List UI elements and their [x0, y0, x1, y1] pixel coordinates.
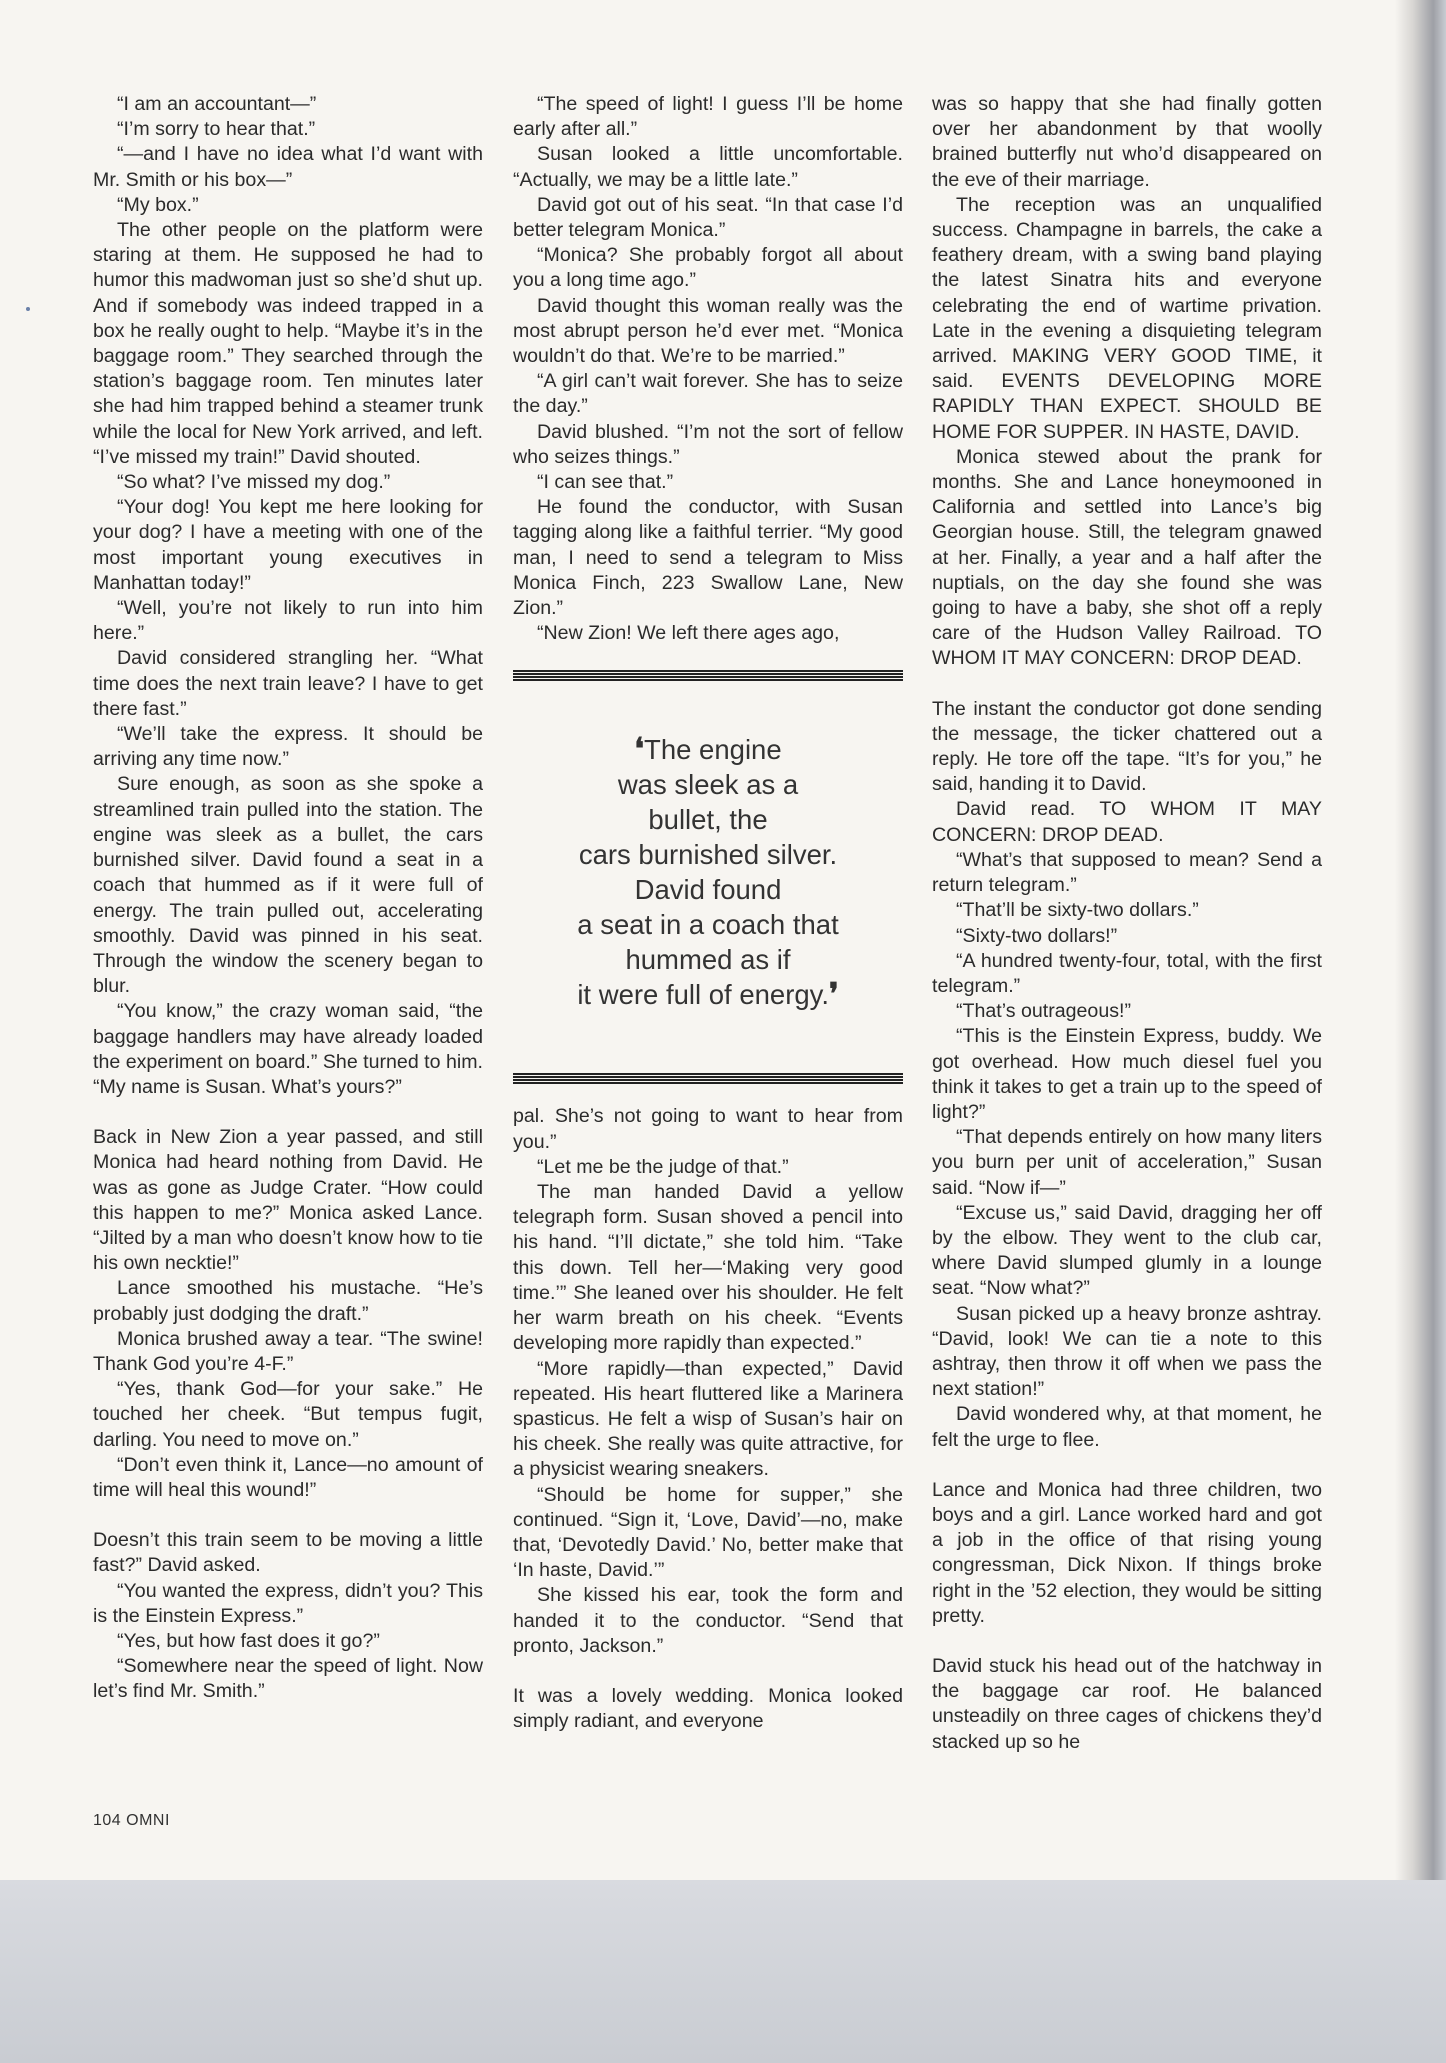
paragraph: Monica stewed about the prank for months. She and Lance honeymooned in California and settled into Lance’s big Georgian house. Still, the telegram gnawed at her. Finally, a year and a half after the nuptials, on the day she found she was going to have a baby, she shot off a reply care of the Hudson Valley Railroad. TO WHOM IT MAY CONCERN: DROP DEAD.: [932, 445, 1322, 670]
paragraph: Susan looked a little uncomfortable. “Actually, we may be a little late.”: [513, 143, 903, 191]
paragraph: David read. TO WHOM IT MAY CONCERN: DROP DEAD.: [932, 798, 1322, 846]
column-1: [93, 92, 483, 1705]
pull-quote-line: The engine: [644, 734, 782, 766]
pull-quote-rule-bottom: [513, 1073, 903, 1084]
column-3: [932, 92, 1322, 1755]
paragraph: “So what? I’ve missed my dog.”: [117, 471, 391, 494]
paragraph: “More rapidly—than expected,” David repeated. His heart fluttered like a Marinera spasticus. He felt a wisp of Susan’s hair on his cheek. She really was quite attractive, for a physicist wearing sneakers.: [513, 1357, 903, 1481]
paragraph: “That’s outrageous!”: [956, 1000, 1131, 1023]
paragraph: pal. She’s not going to want to hear from you.”: [513, 1105, 903, 1153]
paragraph: David thought this woman really was the most abrupt person he’d ever met. “Monica wouldn’t do that. We’re to be married.”: [513, 294, 903, 368]
paragraph: “—and I have no idea what I’d want with Mr. Smith or his box—”: [93, 143, 483, 191]
binding-shadow: [1395, 0, 1446, 1880]
paragraph: “Yes, thank God—for your sake.” He touched her cheek. “But tempus fugit, darling. You need to move on.”: [93, 1378, 483, 1451]
pull-quote-line: a seat in a coach that: [577, 909, 839, 941]
magazine-name: OMNI: [126, 1812, 170, 1829]
paragraph: “You know,” the crazy woman said, “the baggage handlers may have already loaded the experiment on board.” She turned to him. “My name is Susan. What’s yours?”: [93, 1000, 483, 1098]
pull-quote-line: was sleek as a: [617, 769, 799, 801]
paragraph: “This is the Einstein Express, buddy. We got overhead. How much diesel fuel you think it takes to get a train up to the speed of light?”: [932, 1025, 1322, 1123]
paragraph: “Your dog! You kept me here looking for your dog? I have a meeting with one of the most important young executives in Manhattan today!”: [93, 496, 483, 594]
paragraph: Sure enough, as soon as she spoke a streamlined train pulled into the station. The engine was sleek as a bullet, the cars burnished silver. David found a seat in a coach that hummed as if it were full of energy. The train pulled out, accelerating smoothly. David was pinned in his seat. Through the window the scenery began to blur.: [93, 773, 483, 998]
paragraph: “I’m sorry to hear that.”: [117, 118, 316, 141]
paragraph: “I am an accountant—”: [117, 93, 317, 115]
pull-quote-line: cars burnished silver.: [578, 839, 838, 871]
paragraph: “Let me be the judge of that.”: [537, 1155, 789, 1178]
open-quote-mark: ❛: [634, 732, 645, 768]
paragraph: “Yes, but how fast does it go?”: [117, 1629, 380, 1652]
section-break-paragraph: Lance and Monica had three children, two boys and a girl. Lance worked hard and got a job in the office of that rising young congressman, Dick Nixon. If things broke right in the ’52 election, they would be sitting pretty.: [932, 1478, 1322, 1627]
section-break-paragraph: Back in New Zion a year passed, and still Monica had heard nothing from David. He was as gone as Judge Crater. “How could this happen to me?” Monica asked Lance. “Jilted by a man who doesn’t know how to tie his own necktie!”: [93, 1126, 483, 1275]
paragraph: David got out of his seat. “In that case I’d better telegram Monica.”: [513, 193, 903, 242]
paragraph: was so happy that she had finally gotten over her abandonment by that woolly brained butterfly nut who’d disappeared on the eve of their marriage.: [932, 93, 1322, 191]
paragraph: “A hundred twenty-four, total, with the first telegram.”: [932, 949, 1322, 997]
paragraph: “That depends entirely on how many liters you burn per unit of acceleration,” Susan said. “Now if—”: [932, 1126, 1322, 1199]
paragraph: The reception was an unqualified success. Champagne in barrels, the cake a feathery dream, with a swing band playing the latest Sinatra hits and everyone celebrating the end of wartime privation. Late in the evening a disquieting telegram arrived. MAKING VERY GOOD TIME, it said. EVENTS DEVELOPING MORE RAPIDLY THAN EXPECT. SHOULD BE HOME FOR SUPPER. IN HASTE, DAVID.: [932, 193, 1322, 443]
paragraph: “Sixty-two dollars!”: [956, 924, 1118, 947]
paragraph: “My box.”: [117, 193, 199, 216]
paragraph: Lance smoothed his mustache. “He’s probably just dodging the draft.”: [93, 1277, 483, 1325]
paragraph: “Excuse us,” said David, dragging her off by the elbow. They went to the club car, where David slumped glumly in a lounge seat. “Now what?”: [932, 1201, 1322, 1300]
paragraph: “Don’t even think it, Lance—no amount of time will heal this wound!”: [93, 1453, 483, 1501]
section-break-paragraph: Doesn’t this train seem to be moving a little fast?” David asked.: [93, 1529, 483, 1577]
paragraph: Monica brushed away a tear. “The swine! Thank God you’re 4-F.”: [93, 1327, 483, 1375]
pull-quote-line: hummed as if: [625, 944, 791, 976]
pull-quote-line: bullet, the: [648, 804, 768, 836]
paragraph: The man handed David a yellow telegraph form. Susan shoved a pencil into his hand. “I’ll dictate,” she told him. “Take this down. Tell her—‘Making very good time.’” She leaned over his shoulder. He felt her warm breath on his cheek. “Events developing more rapidly than expected.”: [513, 1181, 903, 1355]
column-2: [513, 92, 903, 1734]
pull-quote-line: it were full of energy.: [577, 979, 830, 1011]
close-quote-mark: ❜: [829, 977, 839, 1013]
section-break-paragraph: David stuck his head out of the hatchway in the baggage car roof. He balanced unsteadily on three cages of chickens they’d stacked up so he: [932, 1654, 1322, 1753]
paragraph: The other people on the platform were staring at them. He supposed he had to humor this madwoman just so she’d shut up. And if somebody was indeed trapped in a box he really ought to help. “Maybe it’s in the baggage room.” They searched through the station’s baggage room. Ten minutes later she had him trapped behind a steamer trunk while the local for New York arrived, and left. “I’ve missed my train!” David shouted.: [93, 219, 483, 468]
paragraph: Susan picked up a heavy bronze ashtray. “David, look! We can tie a note to this ashtray, then throw it off when we pass the next station!”: [932, 1302, 1322, 1401]
section-break-paragraph: It was a lovely wedding. Monica looked simply radiant, and everyone: [513, 1684, 903, 1733]
paragraph: David blushed. “I’m not the sort of fellow who seizes things.”: [513, 420, 903, 468]
paragraph: “The speed of light! I guess I’ll be home early after all.”: [513, 93, 903, 141]
scan-background: [0, 1880, 1446, 2063]
pull-quote-text: [513, 732, 903, 1012]
paragraph: “You wanted the express, didn’t you? This is the Einstein Express.”: [93, 1579, 483, 1627]
paragraph: “Monica? She probably forgot all about you a long time ago.”: [513, 244, 903, 292]
page-number: 104: [93, 1812, 122, 1829]
pull-quote-line: David found: [634, 874, 782, 906]
ink-speck: [26, 307, 30, 311]
pull-quote-rule-top: [513, 670, 903, 681]
paragraph: She kissed his ear, took the form and handed it to the conductor. “Send that pronto, Jackson.”: [513, 1584, 903, 1657]
paragraph: He found the conductor, with Susan tagging along like a faithful terrier. “My good man, I need to send a telegram to Miss Monica Finch, 223 Swallow Lane, New Zion.”: [513, 496, 903, 620]
paragraph: “I can see that.”: [537, 471, 674, 494]
page-folio: [93, 1812, 170, 1830]
paragraph: David wondered why, at that moment, he felt the urge to flee.: [932, 1403, 1322, 1451]
paragraph: “What’s that supposed to mean? Send a return telegram.”: [932, 848, 1322, 897]
paragraph: “That’ll be sixty-two dollars.”: [956, 899, 1199, 922]
paragraph: “Well, you’re not likely to run into him here.”: [93, 597, 483, 645]
paragraph: “Should be home for supper,” she continued. “Sign it, ‘Love, David’—no, make that, ‘Devotedly David.’ No, better make that ‘In haste, David.’”: [513, 1483, 903, 1582]
section-break-paragraph: The instant the conductor got done sending the message, the ticker chattered out a reply. He tore off the tape. “It’s for you,” he said, handing it to David.: [932, 697, 1322, 796]
paragraph: “Somewhere near the speed of light. Now let’s find Mr. Smith.”: [93, 1655, 483, 1703]
paragraph: “A girl can’t wait forever. She has to seize the day.”: [513, 370, 903, 418]
paragraph: “We’ll take the express. It should be arriving any time now.”: [93, 723, 483, 771]
pull-quote: [513, 670, 903, 1084]
paragraph: “New Zion! We left there ages ago,: [537, 622, 840, 645]
paragraph: David considered strangling her. “What time does the next train leave? I have to get there fast.”: [93, 647, 483, 720]
